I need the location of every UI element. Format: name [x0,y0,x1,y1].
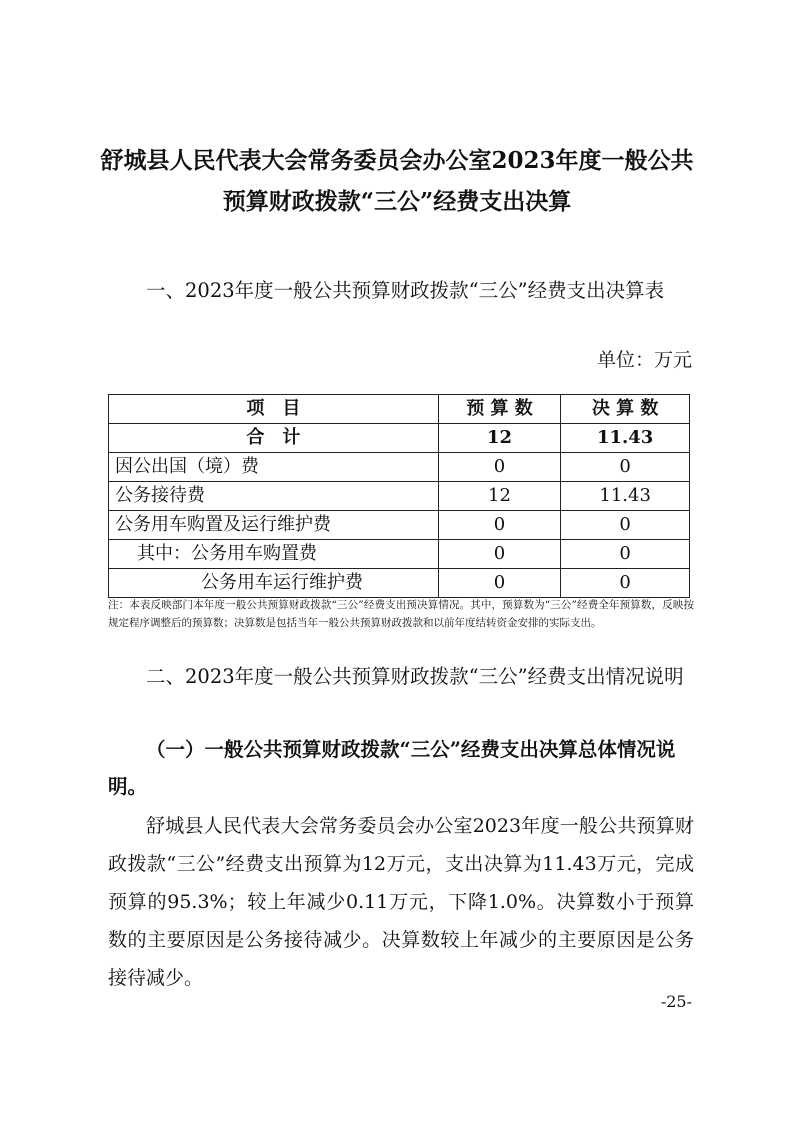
total-final: 11.43 [561,424,690,453]
table-row [109,540,690,569]
table-row [109,569,690,598]
document-title: 舒城县人民代表大会常务委员会办公室2023年度一般公共预算财政拨款“三公”经费支出决算 [100,147,694,215]
total-label: 合 计 [109,424,439,453]
header-budget: 预 算 数 [438,395,561,424]
row-label: 其中：公务用车购置费 [109,540,439,569]
table-header-row [109,395,690,424]
header-final: 决 算 数 [561,395,690,424]
row-label: 公务用车购置及运行维护费 [109,511,439,540]
body-paragraph: 舒城县人民代表大会常务委员会办公室2023年度一般公共预算财政拨款“三公”经费支出预算为12万元，支出决算为11.43万元，完成预算的95.3%；较上年减少0.11万元，下降1.0%。决算数小于预算数的主要原因是公务接待减少。决算数较上年减少的主要原因是公务接待减少。 [108,815,694,989]
total-budget: 12 [438,424,561,453]
section1-heading: 一、2023年度一般公共预算财政拨款“三公”经费支出决算表 [146,279,665,302]
table-row [109,453,690,482]
table-row [109,482,690,511]
row-budget: 0 [438,569,561,598]
unit-label: 单位：万元 [596,349,692,371]
row-label: 公务用车运行维护费 [109,569,439,598]
row-final: 0 [561,453,690,482]
row-final: 0 [561,540,690,569]
table-total-row [109,424,690,453]
row-budget: 12 [438,482,561,511]
subsection1-heading: （一）一般公共预算财政拨款“三公”经费支出决算总体情况说明。 [108,738,676,798]
row-budget: 0 [438,511,561,540]
header-item: 项 目 [109,395,439,424]
row-final: 11.43 [561,482,690,511]
row-label: 因公出国（境）费 [109,453,439,482]
section2-heading: 二、2023年度一般公共预算财政拨款“三公”经费支出情况说明 [146,665,684,688]
row-budget: 0 [438,453,561,482]
row-budget: 0 [438,540,561,569]
row-label: 公务接待费 [109,482,439,511]
page-number: -25- [660,992,692,1011]
expenditure-table [108,394,690,598]
row-final: 0 [561,569,690,598]
row-final: 0 [561,511,690,540]
table-row [109,511,690,540]
table-note: 注：本表反映部门本年度一般公共预算财政拨款“三公”经费支出预决算情况。其中，预算数为“三公”经费全年预算数，反映按规定程序调整后的预算数；决算数是包括当年一般公共预算财政拨款和以前年度结转资金安排的实际支出。 [108,599,694,629]
